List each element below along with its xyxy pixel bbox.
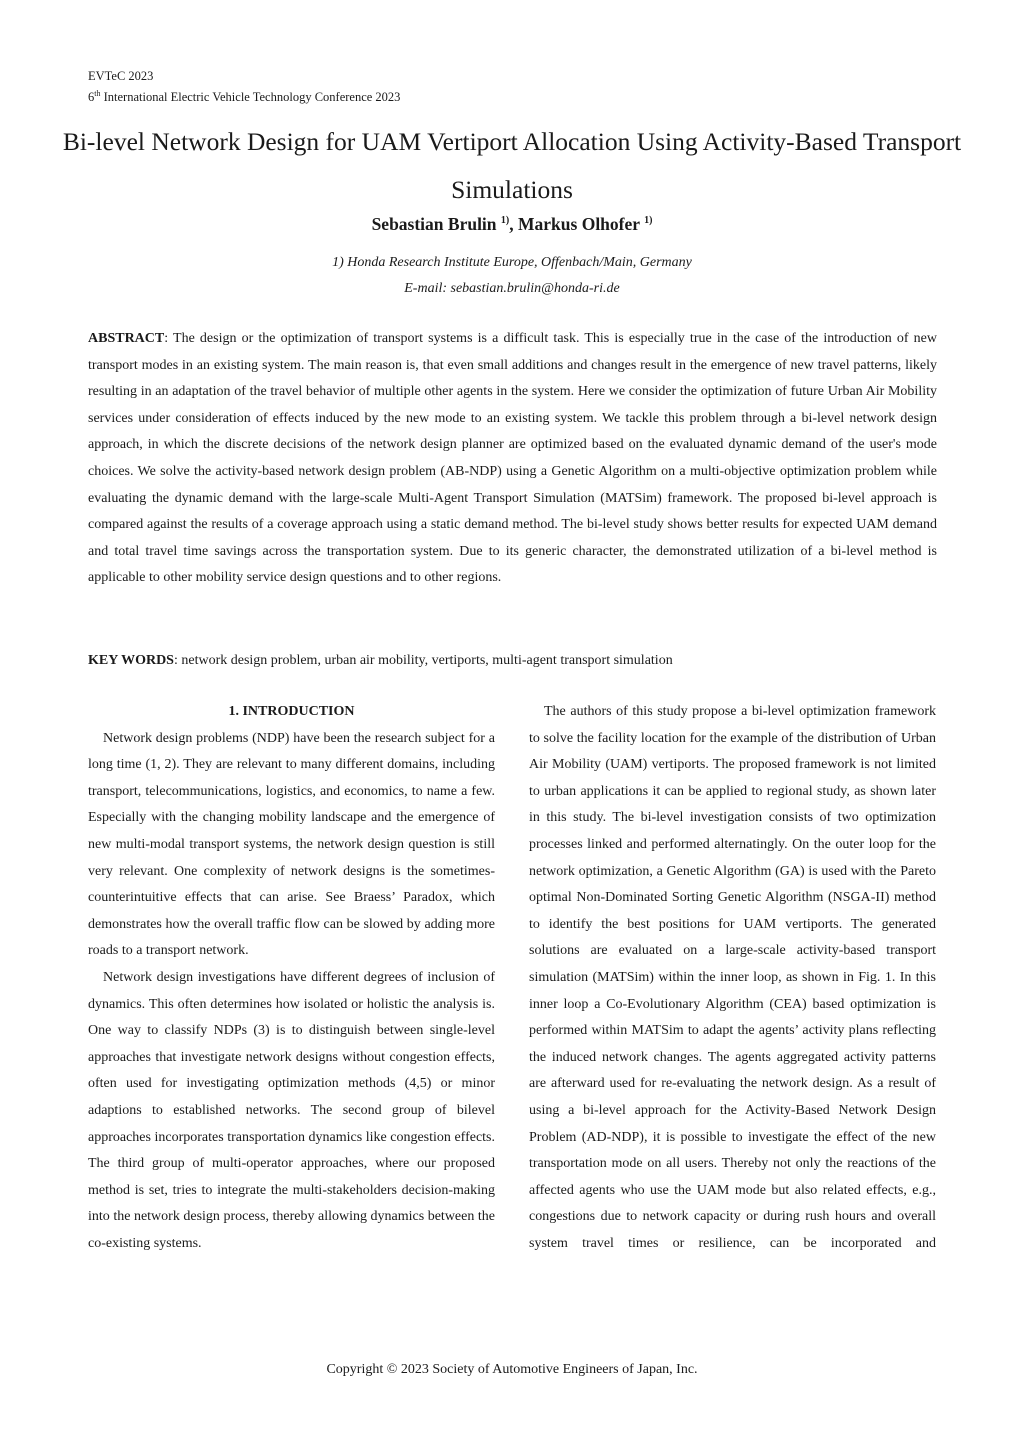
section-heading: 1. INTRODUCTION	[228, 704, 355, 719]
keywords	[88, 648, 937, 674]
affiliation: 1) Honda Research Institute Europe, Offenbach/Main, Germany	[332, 255, 692, 270]
conference-header	[88, 68, 400, 106]
intro-paragraph-2: Network design investigations have different degrees of inclusion of dynamics. This often determines how isolated or holistic the analysis is. One way to classify NDPs (3) is to distinguish between single-level approaches that investigate network designs without congestion effects, often used for investigating optimization methods (4,5) or minor adaptions to established networks. The second group of bilevel approaches incorporates transportation dynamics like congestion effects. The third group of multi-operator approaches, where our proposed method is set, tries to integrate the multi-stakeholders decision-making into the network design process, thereby allowing dynamics between the co-existing systems.	[88, 969, 495, 1251]
author-separator: ,	[509, 214, 519, 234]
left-column	[88, 699, 495, 1257]
paper-title: Bi-level Network Design for UAM Vertiport Allocation Using Activity-Based Transport Simulations	[62, 127, 962, 204]
email: E-mail: sebastian.brulin@honda-ri.de	[404, 281, 620, 296]
author-affiliation-mark: 1)	[644, 215, 653, 227]
conference-short-name: EVTeC 2023	[88, 69, 154, 83]
abstract-text: : The design or the optimization of transport systems is a difficult task. This is especially true in the case of the introduction of new transport modes in an existing system. The main reason is, that even small additions and changes result in the emergence of new travel patterns, likely resulting in an adaptation of the travel behavior of multiple other agents in the system. Here we consider the optimization of future Urban Air Mobility services under consideration of effects induced by the new mode to an existing system. We tackle this problem through a bi-level network design approach, in which the discrete decisions of the network design planner are optimized based on the evaluated dynamic demand of the user's mode choices. We solve the activity-based network design problem (AB-NDP) using a Genetic Algorithm on a multi-objective optimization problem while evaluating the dynamic demand with the large-scale Multi-Agent Transport Simulation (MATSim) framework. The proposed bi-level approach is compared against the results of a coverage approach using a static demand method. The bi-level study shows better results for expected UAM demand and total travel time savings across the transportation system. Due to its generic character, the demonstrated utilization of a bi-level method is applicable to other mobility service design questions and to other regions.	[88, 331, 937, 586]
conference-full-name	[88, 85, 400, 106]
author-name: Sebastian Brulin	[371, 214, 501, 234]
abstract	[88, 326, 937, 592]
author-name: Markus Olhofer	[518, 214, 645, 234]
conference-number: 6	[88, 90, 95, 105]
keywords-text: : network design problem, urban air mobility, vertiports, multi-agent transport simulation	[173, 653, 673, 668]
author-list	[0, 214, 1024, 235]
right-column	[529, 699, 936, 1257]
conference-title: International Electric Vehicle Technology Conference 2023	[100, 90, 401, 105]
affiliation-block	[0, 250, 1024, 302]
intro-paragraph-1: Network design problems (NDP) have been the research subject for a long time (1, 2). They are relevant to many different domains, including transport, telecommunications, logistics, and economics, to name a few. Especially with the changing mobility landscape and the emergence of new multi-modal transport systems, the network design question is still very relevant. One complexity of network designs is the sometimes-counterintuitive effects that can arise. See Braess’ Paradox, which demonstrates how the overall traffic flow can be slowed by adding more roads to a transport network.	[88, 730, 495, 959]
copyright-footer: Copyright © 2023 Society of Automotive Engineers of Japan, Inc.	[326, 1362, 698, 1377]
abstract-label: ABSTRACT	[88, 331, 165, 346]
keywords-label: KEY WORDS	[88, 653, 174, 668]
author-affiliation-mark: 1)	[500, 215, 510, 227]
conference-ordinal-suffix: th	[94, 89, 101, 98]
intro-paragraph-3: The authors of this study propose a bi-level optimization framework to solve the facility location for the example of the distribution of Urban Air Mobility (UAM) vertiports. The proposed framework is not limited to urban applications it can be applied to regional study, as shown later in this study. The bi-level investigation consists of two optimization processes linked and performed alternatingly. On the outer loop for the network optimization, a Genetic Algorithm (GA) is used with the Pareto optimal Non-Dominated Sorting Genetic Algorithm (NSGA-II) method to identify the best positions for UAM vertiports. The generated solutions are evaluated on a large-scale activity-based transport simulation (MATSim) within the inner loop, as shown in Fig. 1. In this inner loop a Co-Evolutionary Algorithm (CEA) based optimization is performed within MATSim to adapt the agents’ activity plans reflecting the induced network changes. The agents aggregated activity patterns are afterward used for re-evaluating the network design. As a result of using a bi-level approach for the Activity-Based Network Design Problem (AD-NDP), it is possible to investigate the effect of the new transportation mode on all users. Thereby not only the reactions of the affected agents who use the UAM mode but also related effects, e.g., congestions due to network capacity or during rush hours and overall system travel times or resilience, can be incorporated and	[529, 704, 936, 1251]
